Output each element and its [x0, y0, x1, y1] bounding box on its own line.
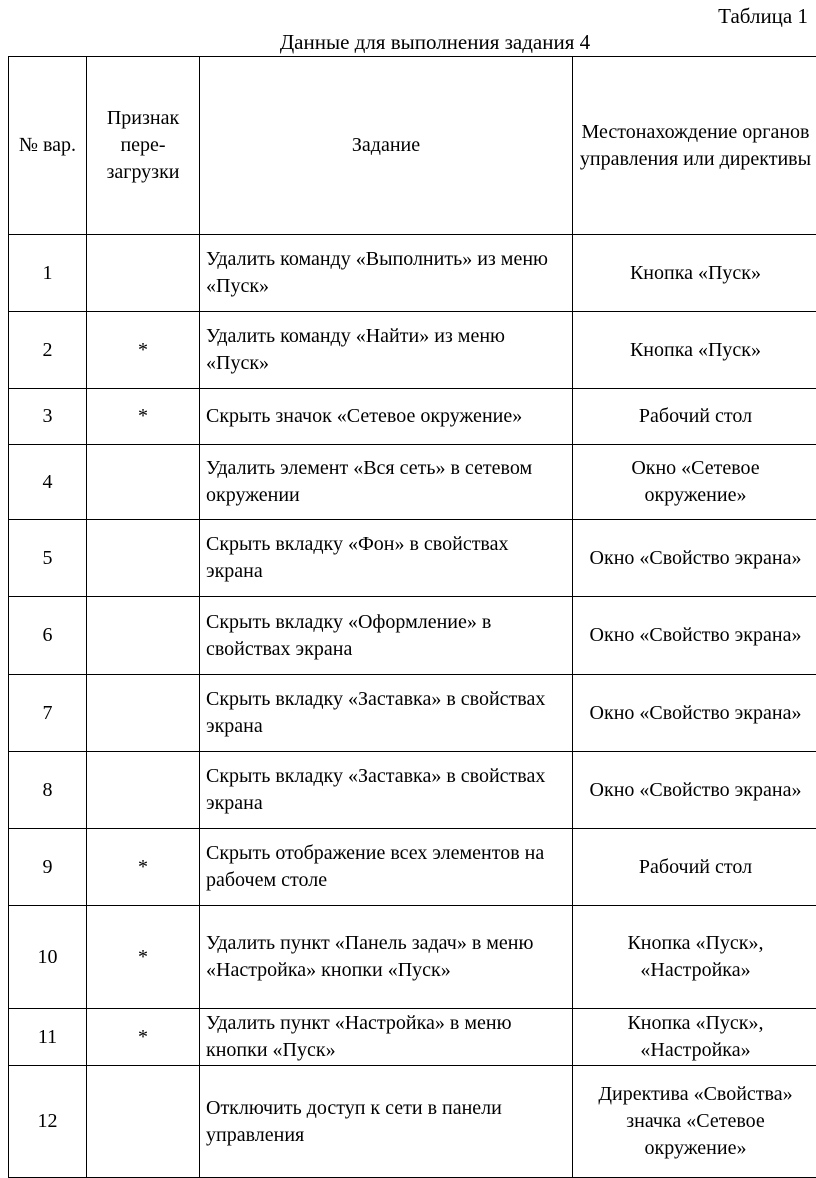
variant-number: 9	[9, 829, 87, 906]
table-row	[9, 752, 816, 829]
reload-mark: *	[87, 829, 200, 906]
reload-mark	[87, 520, 200, 597]
reload-mark: *	[87, 389, 200, 445]
reload-mark	[87, 235, 200, 312]
table-row	[9, 389, 816, 445]
variant-number: 7	[9, 675, 87, 752]
variant-number: 5	[9, 520, 87, 597]
task-text: Отключить доступ к сети в панели управления	[200, 1066, 573, 1178]
location-text: Окно «Свойство экрана»	[573, 752, 816, 829]
task-text: Удалить пункт «Панель задач» в меню «Настройка» кнопки «Пуск»	[200, 906, 573, 1009]
variant-number: 1	[9, 235, 87, 312]
location-text: Рабочий стол	[573, 829, 816, 906]
variant-number: 6	[9, 597, 87, 675]
header-row	[9, 57, 816, 235]
table-row	[9, 675, 816, 752]
variant-number: 2	[9, 312, 87, 389]
table-row	[9, 520, 816, 597]
table-row	[9, 445, 816, 520]
task-text: Удалить элемент «Вся сеть» в сетевом окружении	[200, 445, 573, 520]
variant-number: 12	[9, 1066, 87, 1178]
task-text: Скрыть отображение всех элементов на рабочем столе	[200, 829, 573, 906]
location-text: Окно «Свойство экрана»	[573, 520, 816, 597]
task-text: Скрыть значок «Сетевое окружение»	[200, 389, 573, 445]
table-row	[9, 597, 816, 675]
task-text: Удалить команду «Выполнить» из меню «Пуск»	[200, 235, 573, 312]
task-text: Скрыть вкладку «Фон» в свойствах экрана	[200, 520, 573, 597]
task-text: Удалить пункт «Настройка» в меню кнопки «Пуск»	[200, 1009, 573, 1066]
location-text: Кнопка «Пуск», «Настройка»	[573, 1009, 816, 1066]
task-text: Скрыть вкладку «Заставка» в свойствах экрана	[200, 752, 573, 829]
table-row	[9, 1066, 816, 1178]
variant-number: 3	[9, 389, 87, 445]
table-row	[9, 829, 816, 906]
location-text: Кнопка «Пуск»	[573, 312, 816, 389]
location-text: Окно «Свойство экрана»	[573, 675, 816, 752]
table-row	[9, 906, 816, 1009]
reload-mark: *	[87, 906, 200, 1009]
reload-mark	[87, 752, 200, 829]
header-variant: № вар.	[9, 57, 87, 235]
location-text: Директива «Свойства» значка «Сетевое окружение»	[573, 1066, 816, 1178]
reload-mark	[87, 597, 200, 675]
reload-mark: *	[87, 312, 200, 389]
task-text: Скрыть вкладку «Оформление» в свойствах экрана	[200, 597, 573, 675]
reload-mark	[87, 445, 200, 520]
assignment-table	[8, 56, 816, 1178]
table-row	[9, 312, 816, 389]
variant-number: 8	[9, 752, 87, 829]
table-row	[9, 1009, 816, 1066]
location-text: Кнопка «Пуск», «Настройка»	[573, 906, 816, 1009]
location-text: Окно «Свойство экрана»	[573, 597, 816, 675]
location-text: Окно «Сетевое окружение»	[573, 445, 816, 520]
header-task: Задание	[200, 57, 573, 235]
location-text: Кнопка «Пуск»	[573, 235, 816, 312]
location-text: Рабочий стол	[573, 389, 816, 445]
variant-number: 10	[9, 906, 87, 1009]
header-location: Местонахождение органов управления или директивы	[573, 57, 816, 235]
variant-number: 11	[9, 1009, 87, 1066]
reload-mark: *	[87, 1009, 200, 1066]
variant-number: 4	[9, 445, 87, 520]
task-text: Скрыть вкладку «Заставка» в свойствах экрана	[200, 675, 573, 752]
table-caption: Данные для выполнения задания 4	[0, 30, 816, 55]
reload-mark	[87, 675, 200, 752]
table-row	[9, 235, 816, 312]
header-reload: Признак пере-загрузки	[87, 57, 200, 235]
task-text: Удалить команду «Найти» из меню «Пуск»	[200, 312, 573, 389]
reload-mark	[87, 1066, 200, 1178]
table-number-label: Таблица 1	[718, 4, 808, 29]
